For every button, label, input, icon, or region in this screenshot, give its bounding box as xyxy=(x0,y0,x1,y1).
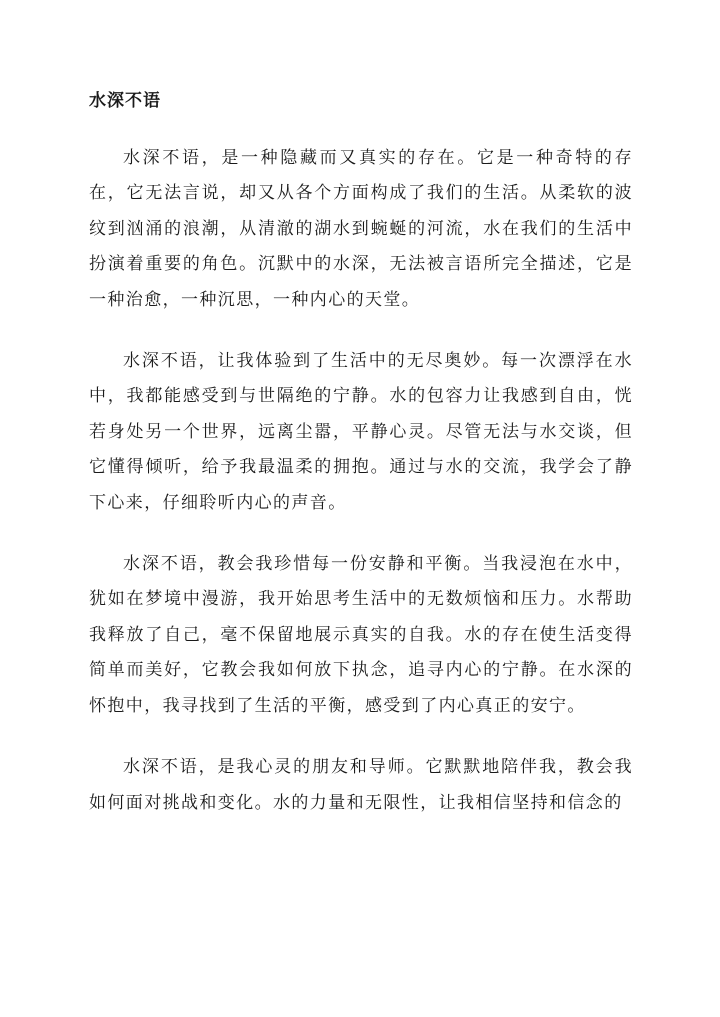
paragraph-1: 水深不语，是一种隐藏而又真实的存在。它是一种奇特的存在，它无法言说，却又从各个方面构成了我们的生活。从柔软的波纹到汹涌的浪潮，从清澈的湖水到蜿蜒的河流，水在我们的生活中扮演着重要的角色。沉默中的水深，无法被言语所完全描述，它是一种治愈，一种沉思，一种内心的天堂。 xyxy=(89,148,633,310)
paragraph-4: 水深不语，是我心灵的朋友和导师。它默默地陪伴我，教会我如何面对挑战和变化。水的力量和无限性，让我相信坚持和信念的 xyxy=(89,757,633,813)
paragraph-2: 水深不语，让我体验到了生活中的无尽奥妙。每一次漂浮在水中，我都能感受到与世隔绝的宁静。水的包容力让我感到自由，恍若身处另一个世界，远离尘嚣，平静心灵。尽管无法与水交谈，但它懂得倾听，给予我最温柔的拥抱。通过与水的交流，我学会了静下心来，仔细聆听内心的声音。 xyxy=(89,351,633,513)
document-title: 水深不语 xyxy=(89,91,161,111)
document-body xyxy=(89,141,633,847)
paragraph-3: 水深不语，教会我珍惜每一份安静和平衡。当我浸泡在水中，犹如在梦境中漫游，我开始思考生活中的无数烦恼和压力。水帮助我释放了自己，毫不保留地展示真实的自我。水的存在使生活变得简单而美好，它教会我如何放下执念，追寻内心的宁静。在水深的怀抱中，我寻找到了生活的平衡，感受到了内心真正的安宁。 xyxy=(89,554,633,716)
